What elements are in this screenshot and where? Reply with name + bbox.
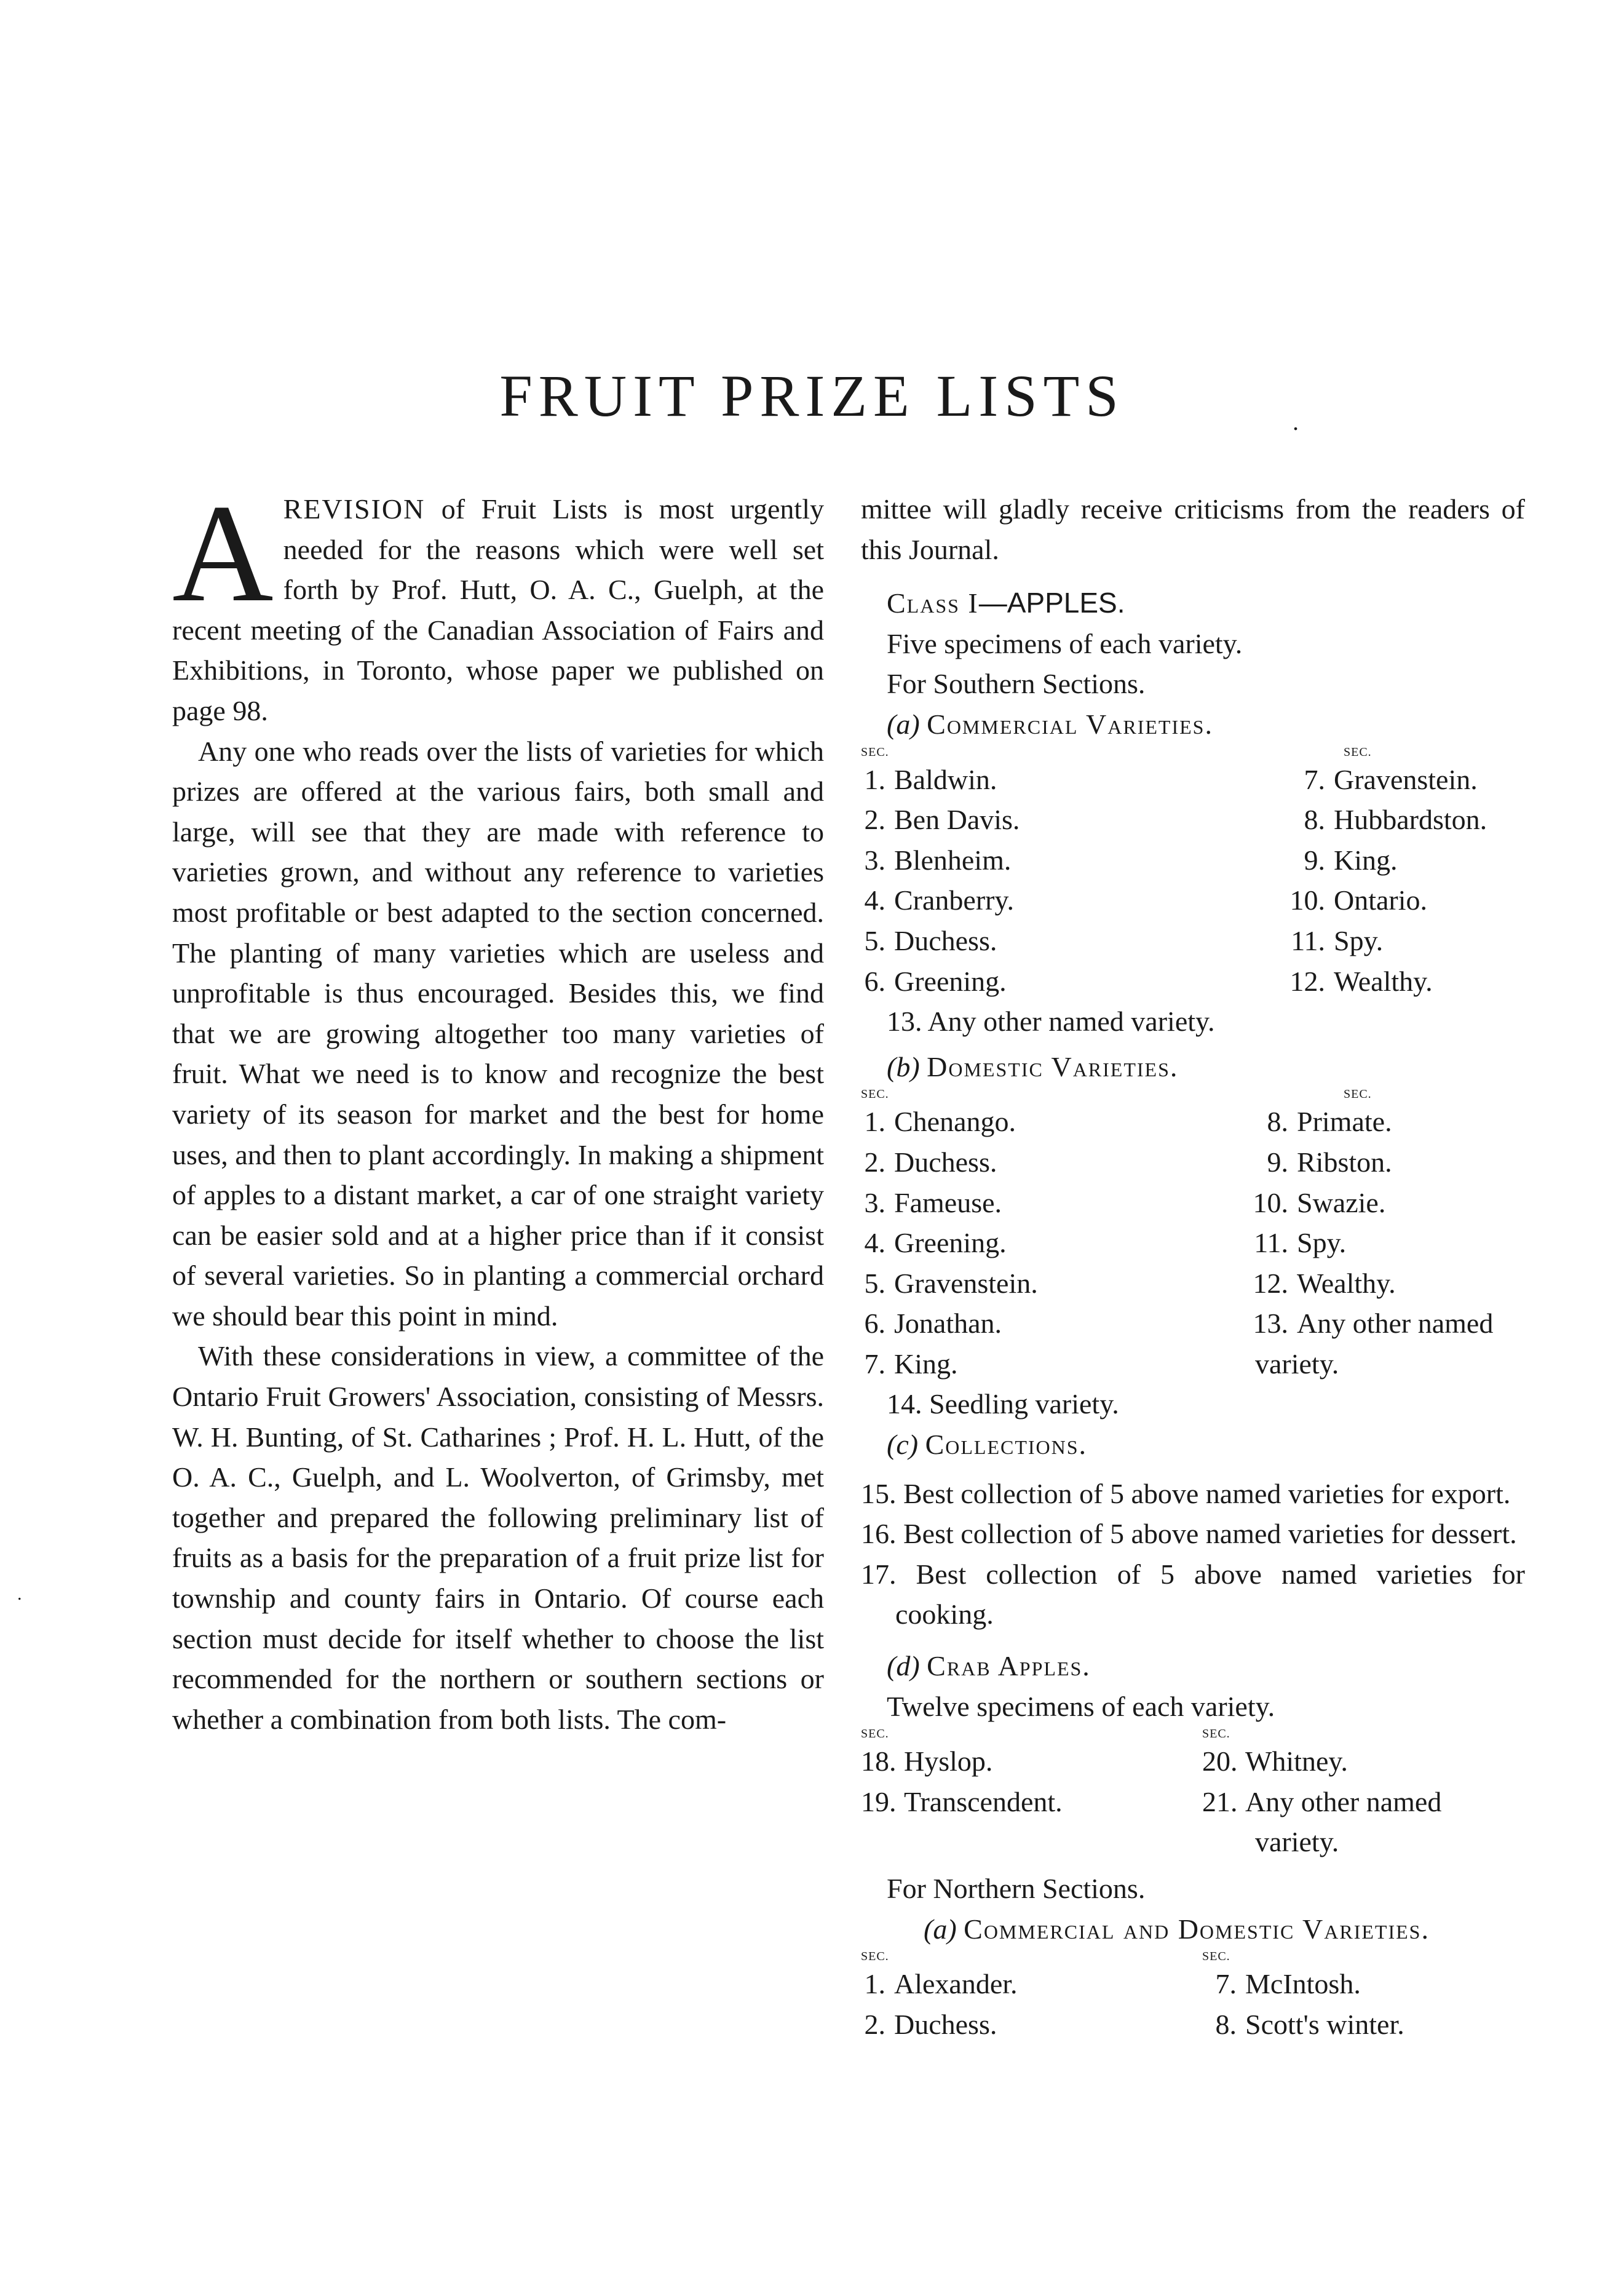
sec-label: SEC. — [1344, 745, 1372, 759]
intro-paragraph — [172, 476, 824, 731]
item-name: Spy. — [1297, 1227, 1347, 1259]
list-item — [1202, 1263, 1525, 1304]
list-item — [861, 1183, 1184, 1223]
item-name: King. — [894, 1348, 958, 1380]
item-name: Blenheim. — [894, 844, 1012, 876]
item-name: Spy. — [1334, 924, 1384, 956]
item-number: 6. — [864, 1308, 885, 1340]
item-number: 1. — [864, 1106, 885, 1138]
list-item — [861, 1344, 1184, 1384]
drop-cap: A — [172, 476, 274, 631]
item-name: Gravenstein. — [894, 1267, 1038, 1299]
item-name: Jonathan. — [894, 1308, 1002, 1340]
collection-item: 16. Best collection of 5 above named varieties for dessert. — [861, 1518, 1517, 1550]
item-number: 21. — [1202, 1785, 1238, 1817]
intro-lead-word: REVISION — [283, 493, 426, 525]
list-item — [1202, 1303, 1525, 1384]
item-name: Ribston. — [1297, 1146, 1392, 1178]
item-name: Scott's winter. — [1245, 2008, 1404, 2040]
item-name: King. — [1334, 844, 1398, 876]
item-name: Gravenstein. — [1334, 763, 1478, 795]
item-number: 18. — [861, 1745, 897, 1777]
class-heading: Class I—APPLES. — [887, 587, 1125, 619]
list-item — [1202, 1183, 1525, 1223]
item-name: Hubbardston. — [1334, 804, 1487, 836]
intro-text: of Fruit Lists is most urgently needed for the reasons which were well set forth by Prof. Hutt, O. A. C., Guelph, at the recent meeting of the Canadian Association of Fairs and Exhibitions, in Toronto, whose paper we published on page 98. — [172, 493, 824, 726]
item-name: Alexander. — [894, 1968, 1018, 2000]
item-number: 7. — [864, 1348, 885, 1380]
item-name: Transcendent. — [904, 1785, 1063, 1817]
sec-label: SEC. — [1202, 1727, 1230, 1741]
list-item — [1202, 921, 1525, 961]
item-name: Fameuse. — [894, 1186, 1002, 1218]
continued-paragraph: mittee will gladly receive criticisms from the readers of this Journal. — [861, 493, 1525, 565]
item-number: 9. — [1267, 1146, 1288, 1178]
list-item — [861, 921, 1184, 961]
item-number: 20. — [1202, 1745, 1238, 1777]
sec-label: SEC. — [861, 1950, 889, 1964]
list-item — [1202, 1223, 1525, 1263]
collections-heading: (c) Collections. — [887, 1429, 1088, 1461]
list-item — [1202, 1142, 1525, 1183]
list-item — [861, 1303, 1184, 1344]
collection-item: 15. Best collection of 5 above named varieties for export. — [861, 1477, 1511, 1509]
item-name: Greening. — [894, 965, 1007, 997]
item-number: 7. — [1304, 763, 1325, 795]
item-number: 11. — [1254, 1227, 1288, 1259]
left-column — [172, 476, 824, 1739]
item-number: 2. — [864, 804, 885, 836]
item-name: Duchess. — [894, 2008, 997, 2040]
item-number: 13. — [1253, 1308, 1288, 1340]
list-item — [1202, 1741, 1525, 1782]
item-number: 12. — [1253, 1267, 1288, 1299]
list-item — [861, 2004, 1184, 2045]
domestic-list — [861, 1087, 1525, 1384]
list-item — [1202, 2004, 1525, 2045]
list-item — [861, 1223, 1184, 1263]
margin-mark: . — [17, 1584, 22, 1604]
page-title: FRUIT PRIZE LISTS — [499, 363, 1125, 429]
list-item — [861, 880, 1184, 921]
list-item — [861, 1263, 1184, 1304]
item-number: 8. — [1215, 2008, 1237, 2040]
collection-item: 17. Best collection of 5 above named varieties for cooking. — [861, 1558, 1525, 1630]
sec-label: SEC. — [1202, 1950, 1230, 1964]
item-number: 5. — [864, 1267, 885, 1299]
item-name: Greening. — [894, 1227, 1007, 1259]
body-paragraph-3: With these considerations in view, a committee of the Ontario Fruit Growers' Association, consisting of Messrs. W. H. Bunting, of St. Catharines ; Prof. H. L. Hutt, of the O. A. C., Guelph, and L. Woolverton, of Grimsby, met together and prepared the following preliminary list of fruits as a basis for the preparation of a fruit prize list for township and county fairs in Ontario. Of course each section must decide for itself whether to choose the list recommended for the northern or southern sections or whether a combination from both lists. The com- — [172, 1340, 824, 1735]
crab-heading: (d) Crab Apples. — [887, 1650, 1091, 1682]
item-number: 8. — [1304, 804, 1325, 836]
list-item — [1202, 1964, 1525, 2004]
seedling-item: 14. Seedling variety. — [887, 1388, 1119, 1420]
item-name: Wealthy. — [1334, 965, 1433, 997]
item-name: Hyslop. — [904, 1745, 993, 1777]
list-item — [1202, 1102, 1525, 1142]
item-name: Duchess. — [894, 1146, 997, 1178]
item-number: 10. — [1289, 884, 1325, 916]
list-item — [861, 800, 1184, 840]
list-item — [861, 1741, 1184, 1782]
item-number: 2. — [864, 1146, 885, 1178]
item-number: 4. — [864, 884, 885, 916]
list-item — [861, 1102, 1184, 1142]
list-item — [861, 1142, 1184, 1183]
item-number: 19. — [861, 1785, 897, 1817]
item-number: 7. — [1215, 1968, 1237, 2000]
item-name: Swazie. — [1297, 1186, 1386, 1218]
item-number: 10. — [1253, 1186, 1288, 1218]
item-name: Ontario. — [1334, 884, 1428, 916]
body-paragraph-2: Any one who reads over the lists of varieties for which prizes are offered at the various fairs, both small and large, will see that they are made with reference to varieties grown, and without any reference to varieties most profitable or best adapted to the section concerned. The planting of many varieties which are useless and unprofitable is thus encouraged. Besides this, we find that we are growing altogether too many varieties of fruit. What we need is to know and recognize the best variety of its season for market and the best for home uses, and then to plant accordingly. In making a shipment of apples to a distant market, a car of one straight variety can be easier sold and at a higher price than if it consist of several varieties. So in planting a commercial orchard we should bear this point in mind. — [172, 735, 824, 1332]
northern-sections-heading: For Northern Sections. — [887, 1873, 1146, 1904]
list-item — [861, 961, 1184, 1002]
commercial-any-other: 13. Any other named variety. — [887, 1006, 1215, 1038]
sec-label: SEC. — [861, 745, 889, 759]
right-column — [861, 489, 1525, 2044]
item-number: 4. — [864, 1227, 885, 1259]
item-number: 2. — [864, 2008, 885, 2040]
list-item — [1202, 800, 1525, 840]
list-item — [1202, 961, 1525, 1002]
item-number: 5. — [864, 924, 885, 956]
sec-label: SEC. — [861, 1727, 889, 1741]
list-item — [861, 1782, 1184, 1822]
collections-list — [861, 1474, 1525, 1635]
stray-mark: . — [1293, 408, 1299, 435]
sec-label: SEC. — [861, 1087, 889, 1102]
item-number: 12. — [1289, 965, 1325, 997]
list-item — [1202, 880, 1525, 921]
list-item — [1202, 840, 1525, 881]
item-name: McIntosh. — [1245, 1968, 1361, 2000]
specimens-note: Five specimens of each variety. — [887, 627, 1243, 659]
item-number: 9. — [1304, 844, 1325, 876]
item-name: Wealthy. — [1297, 1267, 1396, 1299]
northern-commercial-heading: (a) Commercial and Domestic Varieties. — [924, 1913, 1430, 1945]
item-name: Ben Davis. — [894, 804, 1020, 836]
list-item — [1202, 760, 1525, 800]
commercial-list — [861, 745, 1525, 1002]
domestic-heading: (b) Domestic Varieties. — [887, 1050, 1179, 1082]
item-number: 11. — [1291, 924, 1325, 956]
item-name: Duchess. — [894, 924, 997, 956]
item-name: Primate. — [1297, 1106, 1392, 1138]
item-name: Any other named variety. — [1255, 1308, 1494, 1380]
commercial-heading: (a) Commercial Varieties. — [887, 708, 1213, 740]
item-number: 3. — [864, 1186, 885, 1218]
crab-specimens-note: Twelve specimens of each variety. — [887, 1690, 1275, 1722]
list-item — [861, 1964, 1184, 2004]
item-number: 1. — [864, 763, 885, 795]
item-name: Whitney. — [1245, 1745, 1348, 1777]
item-name: Baldwin. — [894, 763, 997, 795]
item-number: 1. — [864, 1968, 885, 2000]
item-name: Any other named variety. — [1245, 1785, 1442, 1858]
southern-sections-heading: For Southern Sections. — [887, 668, 1146, 700]
list-item — [861, 840, 1184, 881]
item-number: 6. — [864, 965, 885, 997]
list-item — [1202, 1782, 1525, 1862]
sec-label: SEC. — [1344, 1087, 1372, 1102]
item-number: 3. — [864, 844, 885, 876]
item-name: Chenango. — [894, 1106, 1016, 1138]
northern-list — [861, 1949, 1525, 2044]
item-name: Cranberry. — [894, 884, 1014, 916]
list-item — [861, 760, 1184, 800]
item-number: 8. — [1267, 1106, 1288, 1138]
crab-list — [861, 1726, 1525, 1862]
